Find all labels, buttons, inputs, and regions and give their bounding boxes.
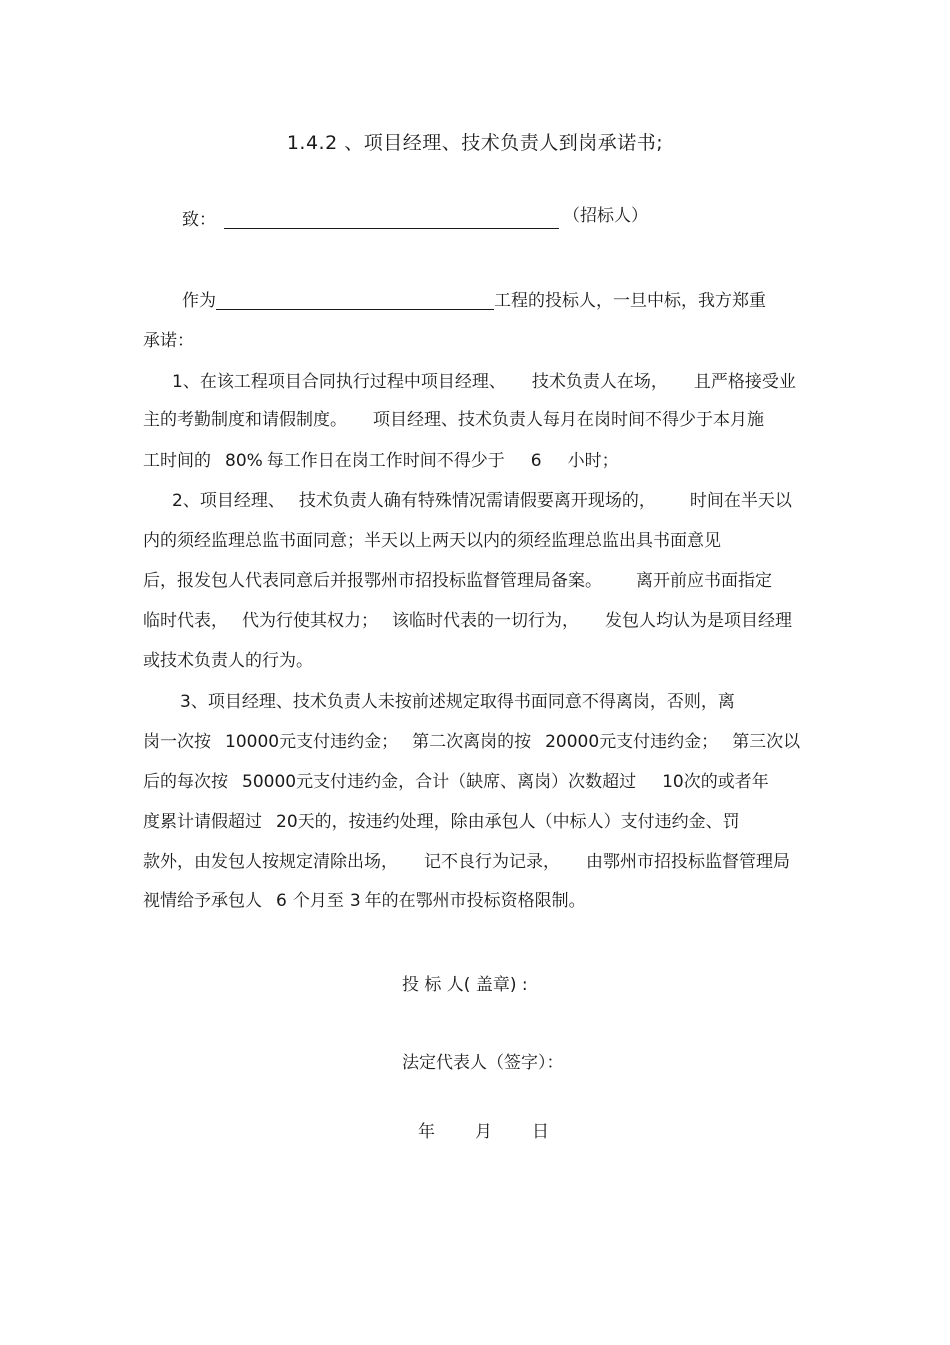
clause3-text: 次的或者年 [683,772,769,792]
clause3-line4 [143,810,740,834]
clause3-text: 第二次离岗的按 [412,732,532,752]
attendance-percent: 80% [225,451,263,471]
clause1-line3 [143,449,619,473]
clause3-text: 后的每次按 [143,772,228,792]
clause2-text: 时间在半天以 [689,491,792,511]
clause2-line1 [172,489,792,513]
document-title: 1.4.2 、项目经理、技术负责人到岗承诺书; [286,132,664,154]
clause2-text: 临时代表， [143,611,228,631]
penalty-first-amount: 10000 [225,732,280,752]
clause3-text: 视情给予承包人 [143,891,262,911]
clause3-line5 [143,850,790,874]
intro-prefix: 作为 [182,291,216,311]
clause1-text: 1、在该工程项目合同执行过程中项目经理、 [172,372,506,392]
clause3-text: 元支付违约金； [279,732,399,752]
intro-line-2: 承诺： [143,331,194,351]
clause2-text: 离开前应书面指定 [636,571,772,591]
absence-count-limit: 10 [662,772,684,792]
clause1-text: 技术负责人在场， [531,372,668,392]
clause1-text: 小时； [567,451,619,471]
intro-line [182,289,766,313]
bidder-seal-label: 投 标 人( 盖章) : [402,975,528,995]
clause3-text: 元支付违约金，合计（缺席、离岗）次数超过 [296,772,637,792]
date-line [418,1117,549,1142]
addressee-prefix: 致： [182,210,216,230]
tenderer-name-blank[interactable] [224,210,559,229]
clause3-line3 [143,770,769,794]
clause2-text: 代为行使其权力； [242,611,378,631]
clause3-text: 元支付违约金； [599,732,719,752]
penalty-subsequent-amount: 50000 [242,772,297,792]
clause1-line2 [143,408,764,432]
clause1-text: 项目经理、技术负责人每月在岗时间不得少于本月施 [373,410,764,430]
restriction-max-years: 3 [349,891,361,911]
clause3-text: 度累计请假超过 [143,812,262,832]
clause2-text: 发包人均认为是项目经理 [605,611,792,631]
clause2-line3 [143,569,772,593]
clause3-line6 [143,889,586,913]
clause2-text: 技术负责人确有特殊情况需请假要离开现场的， [298,491,656,511]
clause2-line2: 内的须经监理总监书面同意；半天以上两天以内的须经监理总监出具书面意见 [143,531,721,551]
addressee-suffix: （招标人） [563,206,648,226]
clause3-text: 个月至 [292,891,344,911]
clause3-text: 年的在鄂州市投标资格限制。 [364,891,586,911]
clause1-text: 工时间的 [143,451,211,471]
clause3-text: 第三次以 [732,732,801,752]
clause3-text: 由鄂州市招投标监督管理局 [586,852,790,872]
clause2-line5: 或技术负责人的行为。 [143,651,313,671]
clause3-text: 天的，按违约处理，除由承包人（中标人）支付违约金、罚 [297,812,740,832]
clause1-text: 每工作日在岗工作时间不得少于 [266,451,505,471]
clause3-text: 岗一次按 [143,732,211,752]
clause2-text: 2、项目经理、 [172,491,285,511]
project-name-blank[interactable] [216,291,494,310]
clause3-text: 记不良行为记录， [424,852,560,872]
clause1-line1 [172,370,796,394]
date-month-label: 月 [475,1122,492,1142]
penalty-second-amount: 20000 [545,732,600,752]
date-year-label: 年 [418,1122,435,1142]
daily-hours: 6 [530,451,542,471]
leave-days-limit: 20 [276,812,298,832]
addressee-line [182,208,559,232]
clause1-text: 且严格接受业 [693,372,796,392]
clause3-line2 [143,730,800,754]
legal-rep-signature-label: 法定代表人（签字）： [402,1053,564,1073]
clause1-text: 主的考勤制度和请假制度。 [143,410,347,430]
clause3-text: 款外，由发包人按规定清除出场， [143,852,398,872]
intro-suffix: 工程的投标人，一旦中标，我方郑重 [494,291,766,311]
clause2-text: 后，报发包人代表同意后并报鄂州市招投标监督管理局备案。 [143,571,602,591]
clause3-line1: 3、项目经理、技术负责人未按前述规定取得书面同意不得离岗，否则，离 [180,692,735,712]
clause2-text: 该临时代表的一切行为， [392,611,579,631]
clause2-line4 [143,609,792,633]
restriction-min-months: 6 [276,891,287,911]
date-day-label: 日 [532,1122,549,1142]
